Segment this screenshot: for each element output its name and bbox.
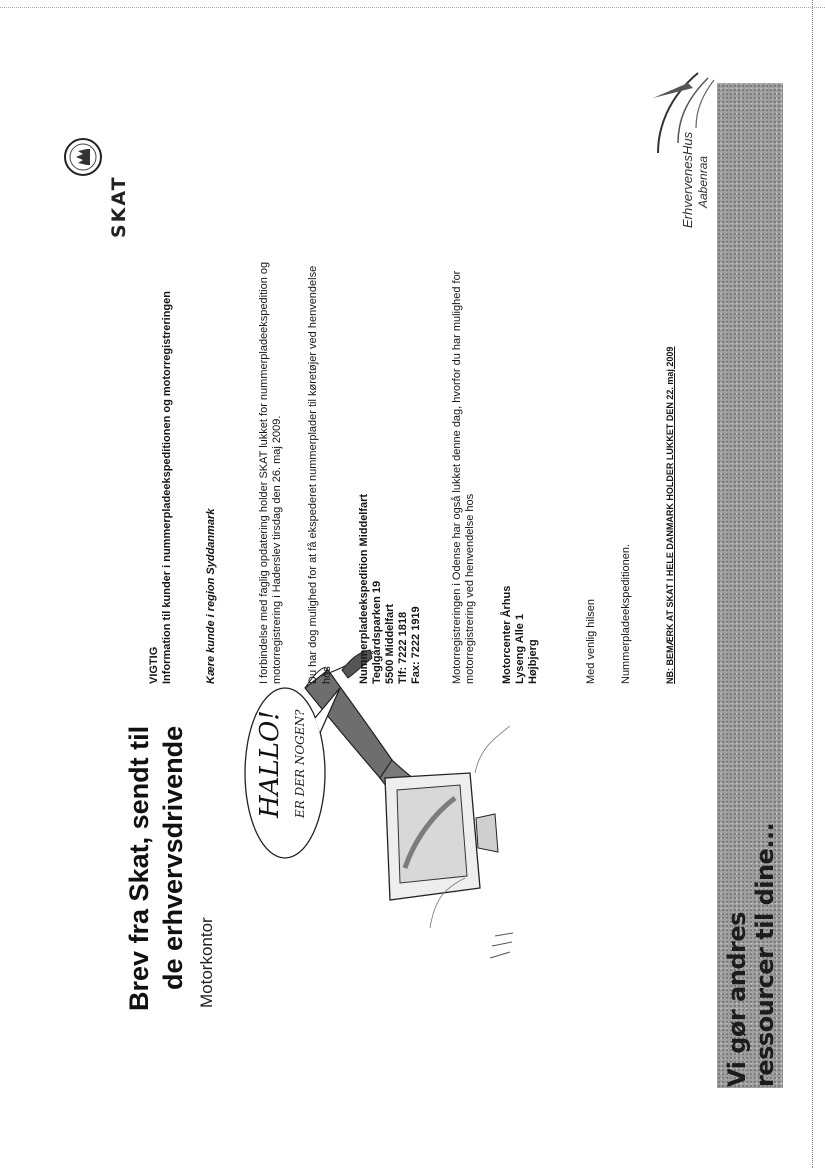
letter-note: NB: BEMÆRK AT SKAT I HELE DANMARK HOLDER LUKKET DEN 22. maj 2009 <box>665 346 675 684</box>
letter-heading-label: VIGTIG <box>148 646 160 684</box>
address2-street: Lyseng Alle 1 <box>514 613 526 684</box>
erhvervenes-hus-line1: ErhvervenesHus <box>680 131 695 228</box>
letter-para2-line2: hos <box>321 666 333 684</box>
flyer-title-line1: Brev fra Skat, sendt til <box>124 725 154 1011</box>
speech-bubble-line2: ER DER NOGEN? <box>293 709 307 818</box>
address1-fax: Fax: 7222 1919 <box>410 606 422 684</box>
letter-closing: Med venlig hilsen <box>585 599 597 684</box>
address2-city: Højbjerg <box>527 639 539 684</box>
address1-street: Teglgårdsparken 19 <box>371 580 383 684</box>
scan-edge-line <box>812 0 813 1168</box>
erhvervenes-hus-line2: Aabenraa <box>696 155 710 208</box>
cartoon-illustration <box>230 648 530 988</box>
address2-name: Motorcenter Århus <box>501 585 513 684</box>
letter-para3-line1: Motorregistreringen i Odense har også lukket denne dag, hvorfor du har mulighed for <box>451 270 463 684</box>
banner-slogan: Vi gør andres ressourcer til dine... <box>723 822 779 1087</box>
letter-para1-line1: I forbindelse med faglig opdatering holder SKAT lukket for nummerpladeekspedition og <box>258 261 270 684</box>
address1-name: Nummerpladeekspedition Middelfart <box>358 493 370 684</box>
letter-para3-line2: motorregistrering ved henvendelse hos <box>464 493 476 684</box>
address1-phone: Tlf: 7222 1818 <box>397 611 409 684</box>
flyer-subtitle: Motorkontor <box>197 917 216 1008</box>
letter-para1-line2: motorregistrering i Haderslev tirsdag den 26. maj 2009. <box>271 415 283 684</box>
address1-city: 5500 Middelfart <box>384 603 396 684</box>
skat-crown-emblem-icon <box>62 136 104 178</box>
letter-heading-text: Information til kunder i nummerpladeekspeditionen og motorregistreringen <box>161 291 173 684</box>
skat-brand-text: SKAT <box>108 175 130 238</box>
scan-edge-line-right <box>0 7 825 8</box>
speech-bubble-line1: HALLO! <box>255 710 285 818</box>
letter-greeting: Kære kunde i region Syddanmark <box>205 508 217 684</box>
bottom-banner <box>717 83 783 1088</box>
flyer-title-line2: de erhvervsdrivende <box>158 725 188 990</box>
letter-signature: Nummerpladeekspeditionen. <box>620 543 632 684</box>
letter-para2-line1: Du har dog mulighed for at få ekspederet nummerplader til køretøjer ved henvendelse <box>307 265 319 684</box>
